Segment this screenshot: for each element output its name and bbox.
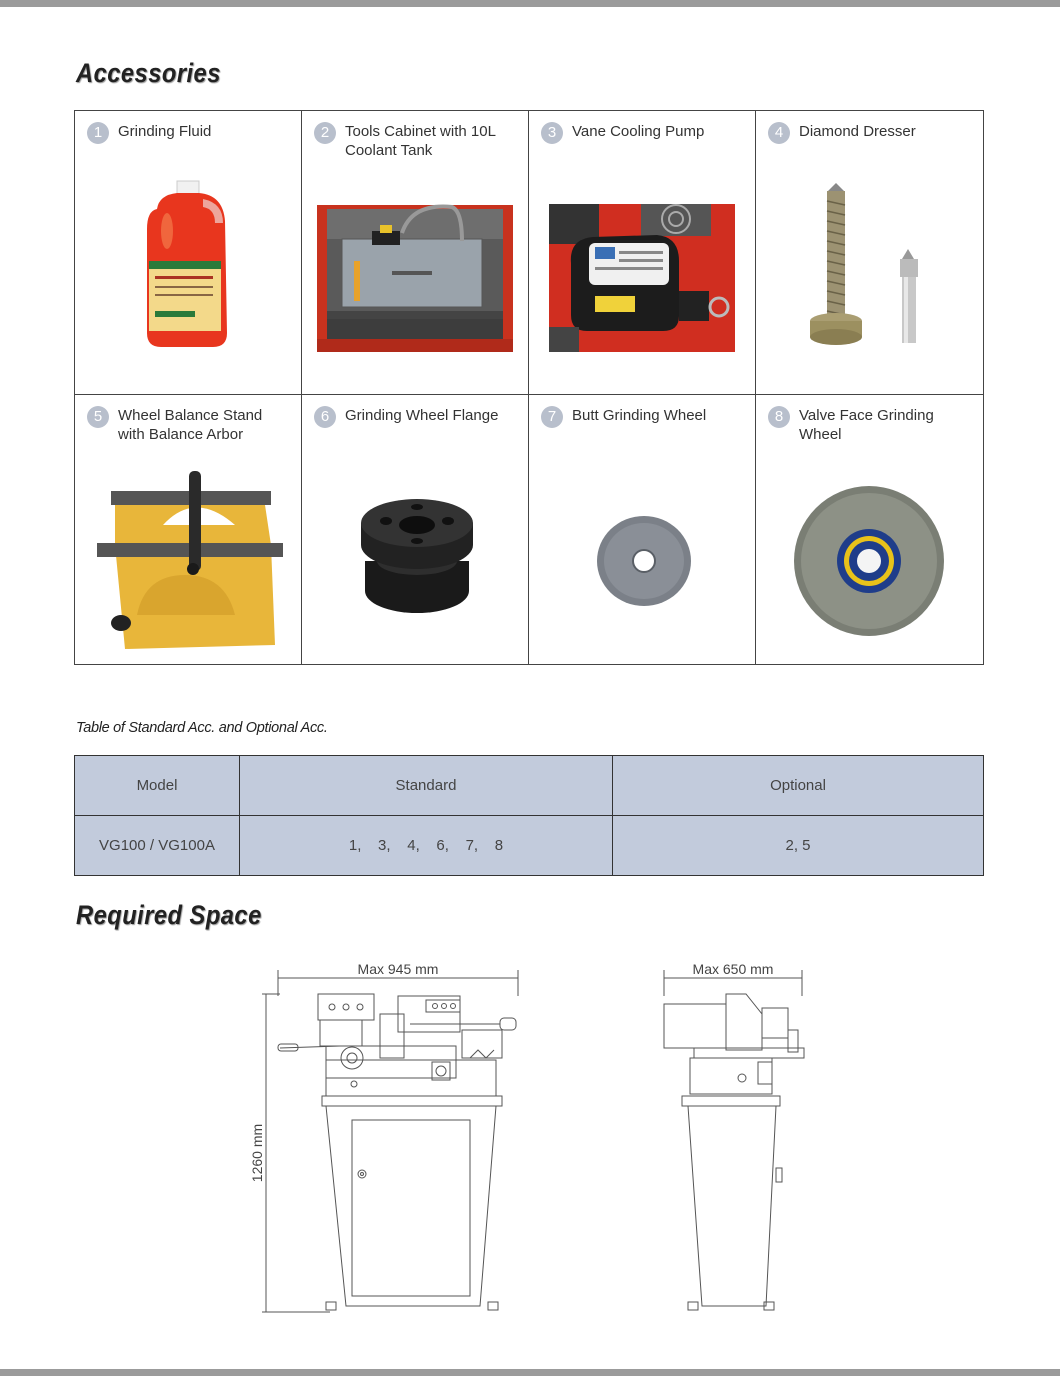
- required-space-drawing: [0, 950, 1060, 1330]
- table-header-optional: Optional: [613, 756, 984, 816]
- item-name: Diamond Dresser: [799, 123, 916, 140]
- item-number-badge: 6: [314, 406, 336, 428]
- butt-grinding-wheel-image: [529, 395, 756, 666]
- item-name: Grinding Fluid: [118, 123, 212, 140]
- vane-cooling-pump-image: [529, 111, 756, 395]
- depth-dimension-label: Max 650 mm: [692, 961, 774, 977]
- accessory-cell: [756, 111, 983, 395]
- required-space-heading: Required Space: [76, 900, 262, 930]
- item-number-badge: 7: [541, 406, 563, 428]
- item-number-badge: 2: [314, 122, 336, 144]
- item-number-badge: 4: [768, 122, 790, 144]
- accessory-cell: [529, 395, 756, 664]
- accessories-heading: Accessories: [76, 58, 221, 88]
- accessory-cell: [75, 111, 302, 395]
- table-header-row: [75, 756, 984, 816]
- bottom-border: [0, 1369, 1060, 1376]
- item-name: Tools Cabinet with 10L Coolant Tank: [345, 123, 496, 159]
- grinding-fluid-jug-image: [75, 111, 302, 395]
- grinding-wheel-flange-image: [302, 395, 529, 666]
- table-cell-model: VG100 / VG100A: [75, 816, 240, 876]
- top-border: [0, 0, 1060, 7]
- table-row: [75, 816, 984, 876]
- accessory-cell: [529, 111, 756, 395]
- item-name: Wheel Balance Stand with Balance Arbor: [118, 407, 263, 443]
- item-number-badge: 8: [768, 406, 790, 428]
- item-name: Valve Face Grinding Wheel: [799, 407, 934, 443]
- item-name: Grinding Wheel Flange: [345, 407, 499, 424]
- item-number-badge: 1: [87, 122, 109, 144]
- table-header-model: Model: [75, 756, 240, 816]
- accessory-cell: [756, 395, 983, 664]
- item-name: Butt Grinding Wheel: [572, 407, 707, 424]
- table-cell-standard: 1, 3, 4, 6, 7, 8: [240, 816, 613, 876]
- wheel-balance-stand-image: [75, 395, 302, 666]
- accessories-grid: [74, 110, 984, 665]
- table-caption: Table of Standard Acc. and Optional Acc.: [76, 720, 328, 736]
- accessory-cell: [302, 395, 529, 664]
- diamond-dresser-image: [756, 111, 983, 395]
- accessories-table: [74, 755, 984, 876]
- valve-face-grinding-wheel-image: [756, 395, 983, 666]
- item-number-badge: 3: [541, 122, 563, 144]
- table-cell-optional: 2, 5: [613, 816, 984, 876]
- accessory-cell: [302, 111, 529, 395]
- height-dimension-label: 1260 mm: [249, 1123, 265, 1183]
- item-name: Vane Cooling Pump: [572, 123, 705, 140]
- width-dimension-label: Max 945 mm: [357, 961, 439, 977]
- item-number-badge: 5: [87, 406, 109, 428]
- accessory-cell: [75, 395, 302, 664]
- tools-cabinet-image: [302, 111, 529, 395]
- table-header-standard: Standard: [240, 756, 613, 816]
